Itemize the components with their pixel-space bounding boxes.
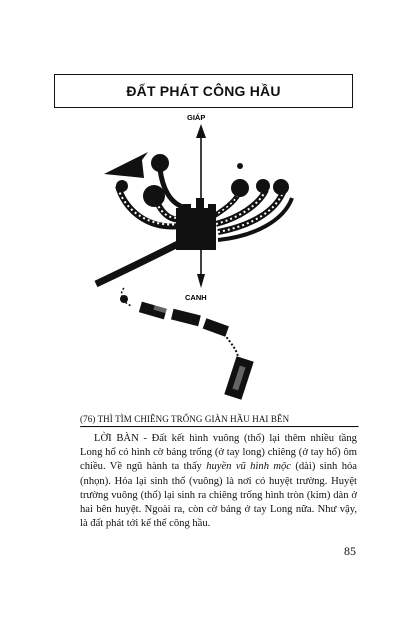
drum-circle: [143, 185, 165, 207]
body-text-2: (dài) sinh hỏa (nhọn). Hỏa lại sinh thổ (vuông) là nơi có huyệt trường. Huyệt trường vuông (thổ) lại sinh ra chiêng trống hình tròn (kim) dàn ở hai bên huyệt. Ngoài ra, còn cờ bảng ở tay Long nữa. Như vậy, là đất phát tới kế thế công hầu.: [80, 461, 357, 530]
gong-circle: [273, 179, 289, 195]
drum-circle: [116, 180, 128, 192]
label-canh: CANH: [185, 293, 207, 302]
body-paragraph: [80, 432, 357, 531]
page-title: ĐẤT PHÁT CÔNG HẦU: [126, 83, 281, 99]
drum-circle: [151, 154, 169, 172]
body-text-1: Đất kết hình vuông (thổ) lại thêm nhiều tầng Long hổ có hình cờ bảng trống (ở tay long) chiêng (ở tay hổ) ôm chiều. Về ngũ hành ta thấy: [80, 433, 357, 473]
figure-caption: (76) THÌ TÌM CHIÊNG TRỐNG GIÀN HẦU HAI BÊN: [80, 414, 290, 424]
right-branches: [214, 190, 292, 240]
chain-segments: [139, 302, 254, 400]
gong-circle: [256, 179, 270, 193]
flag-shape: [104, 152, 148, 178]
caption-divider: [80, 426, 359, 428]
page-number: 85: [344, 544, 356, 558]
body-italic: huyền vũ hình mộc: [206, 461, 291, 473]
label-giap: GIÁP: [187, 113, 206, 122]
left-branches: [96, 168, 186, 284]
body-lead: LỜI BÀN -: [94, 433, 152, 444]
gong-circle: [231, 179, 249, 197]
gong-circle: [237, 163, 243, 169]
title-box: [54, 74, 353, 108]
feng-shui-diagram: [0, 108, 416, 408]
figure-caption-block: [80, 414, 357, 428]
